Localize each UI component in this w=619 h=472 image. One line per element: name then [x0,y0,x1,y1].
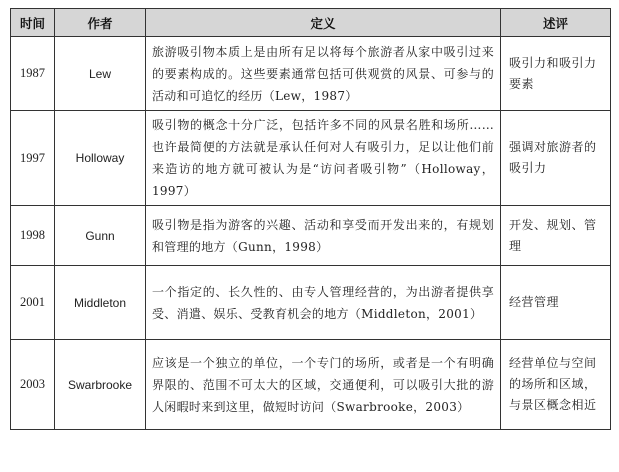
row-year: 2001 [11,266,55,340]
table-row [11,266,611,340]
header-time: 时间 [11,9,55,37]
row-definition: 吸引物是指为游客的兴趣、活动和享受而开发出来的，有规划和管理的地方（Gunn，1998） [146,206,501,266]
row-definition: 一个指定的、长久性的、由专人管理经营的，为出游者提供享受、消遣、娱乐、受教育机会的地方（Middleton，2001） [146,266,501,340]
header-author: 作者 [55,9,146,37]
row-author: Middleton [55,266,146,340]
header-row [11,9,611,37]
row-remark: 经营管理 [501,266,611,340]
table-row [11,37,611,111]
table-row [11,111,611,206]
attraction-definitions-table [10,8,611,430]
header-remark: 述评 [501,9,611,37]
table-row [11,340,611,430]
row-author: Swarbrooke [55,340,146,430]
header-definition: 定义 [146,9,501,37]
row-remark: 开发、规划、管理 [501,206,611,266]
row-remark: 强调对旅游者的吸引力 [501,111,611,206]
row-definition: 应该是一个独立的单位，一个专门的场所，或者是一个有明确界限的、范围不可太大的区域，交通便利，可以吸引大批的游人闲暇时来到这里，做短时访问（Swarbrooke，2003） [146,340,501,430]
row-year: 1987 [11,37,55,111]
row-author: Gunn [55,206,146,266]
row-year: 1998 [11,206,55,266]
table-row [11,206,611,266]
row-remark: 经营单位与空间的场所和区域，与景区概念相近 [501,340,611,430]
row-year: 2003 [11,340,55,430]
row-author: Lew [55,37,146,111]
row-definition: 吸引物的概念十分广泛，包括许多不同的风景名胜和场所……也许最简便的方法就是承认任何对人有吸引力，足以让他们前来造访的地方就可被认为是“访问者吸引物”（Holloway，1997） [146,111,501,206]
row-year: 1997 [11,111,55,206]
row-remark: 吸引力和吸引力要素 [501,37,611,111]
row-author: Holloway [55,111,146,206]
row-definition: 旅游吸引物本质上是由所有足以将每个旅游者从家中吸引过来的要素构成的。这些要素通常包括可供观赏的风景、可参与的活动和可追忆的经历（Lew，1987） [146,37,501,111]
